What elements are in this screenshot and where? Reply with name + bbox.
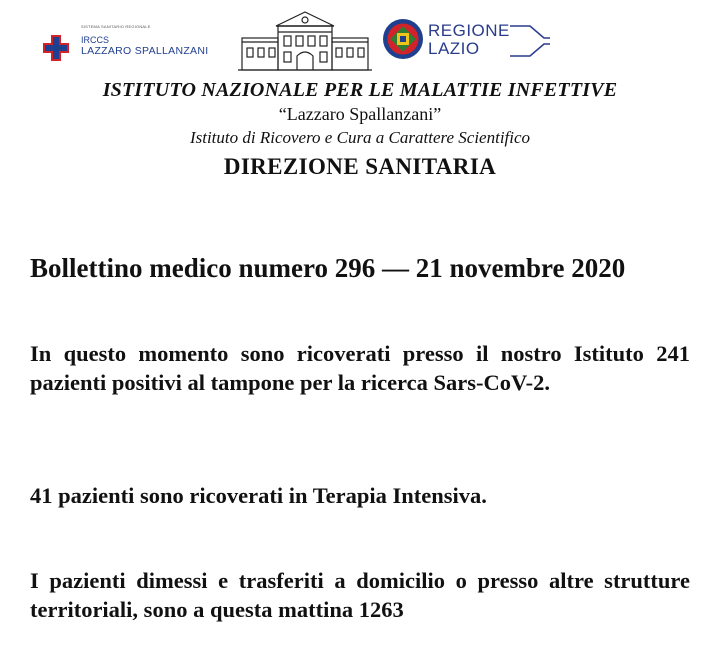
bulletin-title: Bollettino medico numero 296 — 21 novembre 2020: [30, 253, 626, 283]
logo-system-text: SISTEMA SANITARIO REGIONALE: [81, 24, 151, 29]
logo-irccs-text: IRCCS: [81, 35, 110, 45]
department-title: DIREZIONE SANITARIA: [223, 154, 497, 179]
logo-name-text: LAZZARO SPALLANZANI: [81, 45, 209, 57]
institute-name: “Lazzaro Spallanzani”: [278, 104, 442, 124]
red-blue-cross-icon: [42, 34, 70, 62]
institute-subtitle: Istituto di Ricovero e Cura a Carattere Scientifico: [189, 128, 531, 147]
bulletin-paragraph-discharged: I pazienti dimessi e trasferiti a domicilio o presso altre strutture territoriali, sono a questa mattina 1263: [30, 568, 690, 622]
bulletin-paragraph-hospitalized: In questo momento sono ricoverati presso il nostro Istituto 241 pazienti positivi al tampone per la ricerca Sars-CoV-2.: [30, 341, 690, 395]
institute-title: ISTITUTO NAZIONALE PER LE MALATTIE INFETTIVE: [102, 79, 618, 101]
spallanzani-logo: [40, 24, 225, 68]
regione-lazio-emblem-icon: [382, 18, 424, 60]
bulletin-paragraph-intensive-care: 41 pazienti sono ricoverati in Terapia Intensiva.: [30, 483, 487, 508]
region-chevron-icon: [508, 20, 552, 62]
region-word-regione: REGIONE: [428, 21, 510, 40]
institute-building-icon: [238, 8, 372, 72]
regione-lazio-logo: [382, 14, 552, 62]
region-word-lazio: LAZIO: [428, 39, 480, 58]
